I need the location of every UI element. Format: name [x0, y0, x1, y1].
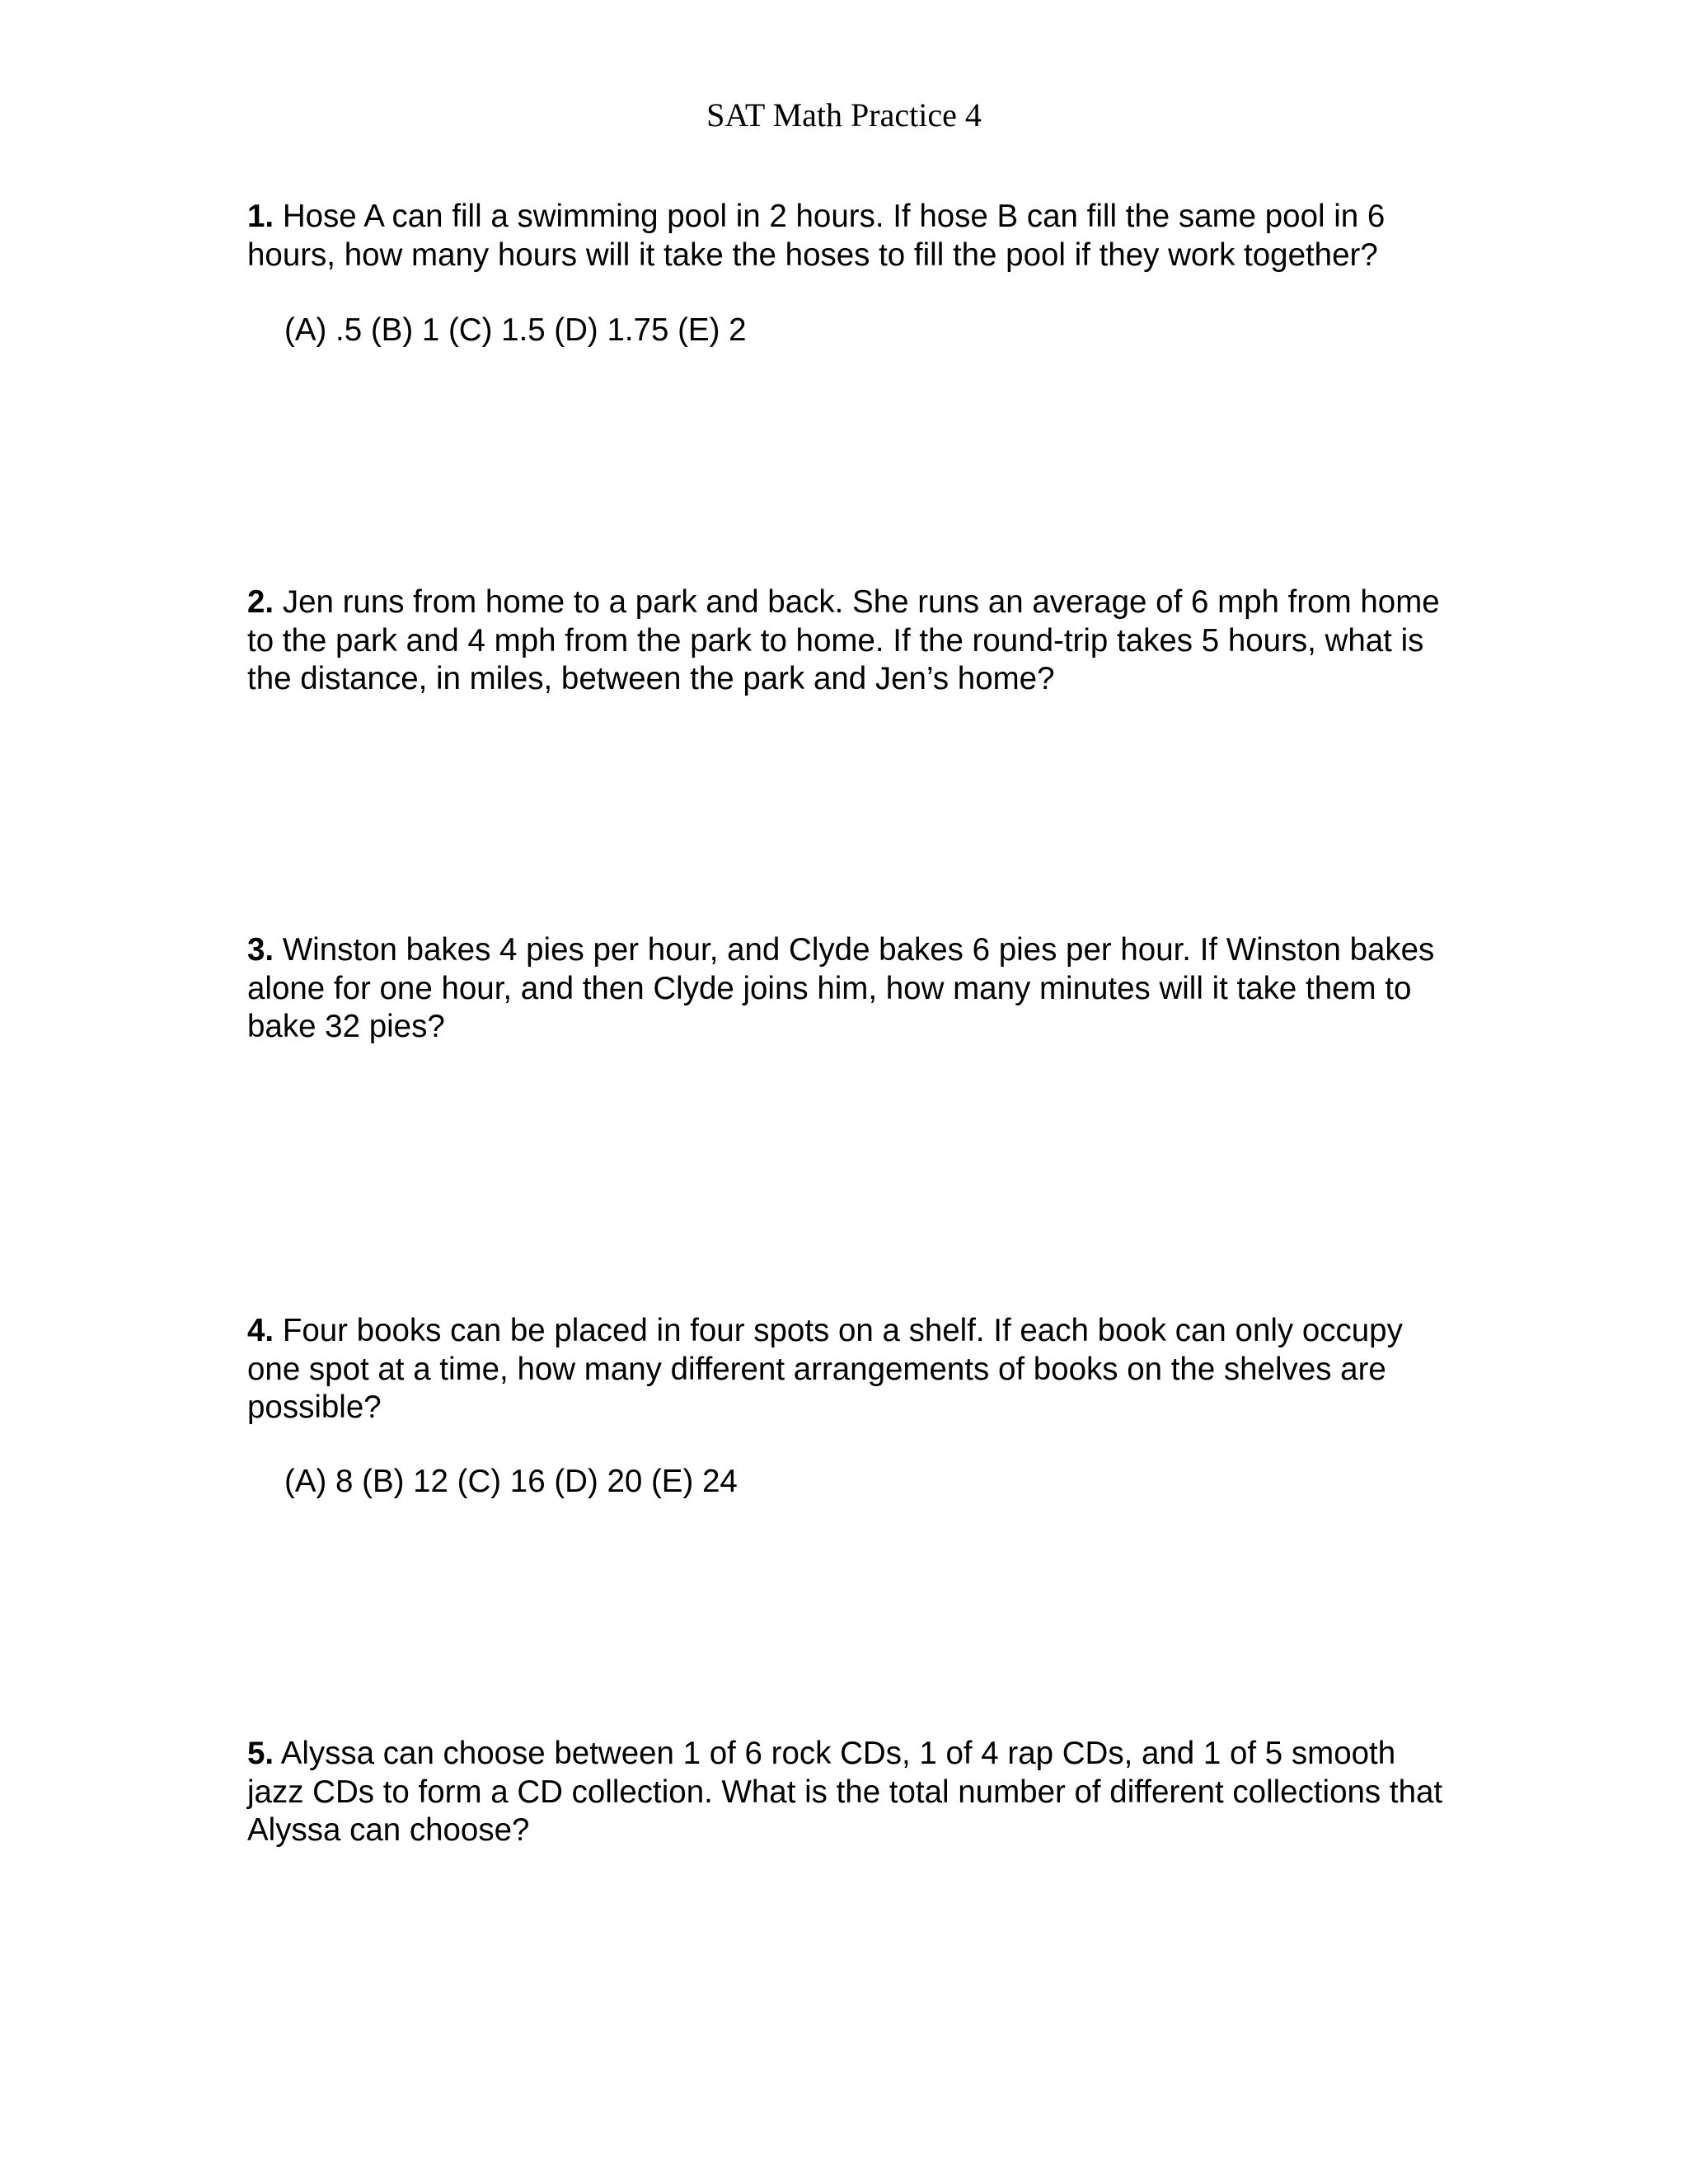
question-text: Hose A can fill a swimming pool in 2 hours. If hose B can fill the same pool in 6 hours, how many hours will it take the hoses to fill the pool if they work together?	[247, 199, 1386, 273]
question-number: 2.	[247, 584, 274, 620]
question-number: 3.	[247, 932, 274, 968]
question-4	[247, 1312, 1451, 1427]
question-number: 1.	[247, 199, 274, 234]
page-title: SAT Math Practice 4	[706, 96, 982, 134]
answer-choices-1: (A) .5 (B) 1 (C) 1.5 (D) 1.75 (E) 2	[284, 312, 747, 348]
question-3	[247, 931, 1451, 1047]
question-text: Four books can be placed in four spots on a shelf. If each book can only occupy one spot at a time, how many different arrangements of books on the shelves are possible?	[247, 1313, 1403, 1425]
question-2	[247, 583, 1451, 699]
question-1	[247, 198, 1451, 274]
question-text: Winston bakes 4 pies per hour, and Clyde bakes 6 pies per hour. If Winston bakes alone for one hour, and then Clyde joins him, how many minutes will it take them to bake 32 pies?	[247, 932, 1435, 1044]
question-5	[247, 1735, 1451, 1850]
question-text: Alyssa can choose between 1 of 6 rock CDs, 1 of 4 rap CDs, and 1 of 5 smooth jazz CDs to form a CD collection. What is the total number of different collections that Alyssa can choose?	[247, 1736, 1443, 1848]
question-number: 5.	[247, 1736, 274, 1771]
answer-choices-4: (A) 8 (B) 12 (C) 16 (D) 20 (E) 24	[284, 1464, 738, 1499]
question-number: 4.	[247, 1313, 274, 1348]
question-text: Jen runs from home to a park and back. She runs an average of 6 mph from home to the park and 4 mph from the park to home. If the round-trip takes 5 hours, what is the distance, in miles, between the park and Jen’s home?	[247, 584, 1440, 696]
